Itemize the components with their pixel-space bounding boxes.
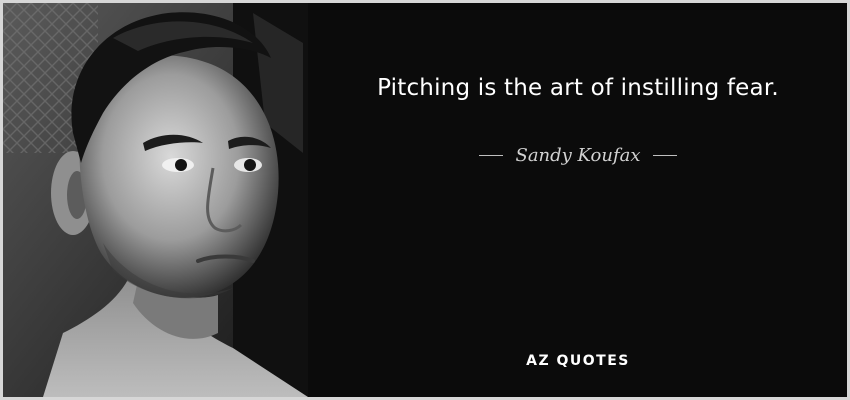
author-name[interactable]: Sandy Koufax: [515, 145, 641, 166]
quote-text: Pitching is the art of instilling fear.: [377, 75, 779, 101]
author-attribution: [308, 145, 848, 166]
az-quotes-logo: AZ QUOTES: [526, 353, 630, 369]
right-dash: [653, 155, 677, 156]
portrait-photo: [3, 3, 308, 397]
left-dash: [479, 155, 503, 156]
portrait-illustration: [3, 3, 308, 397]
